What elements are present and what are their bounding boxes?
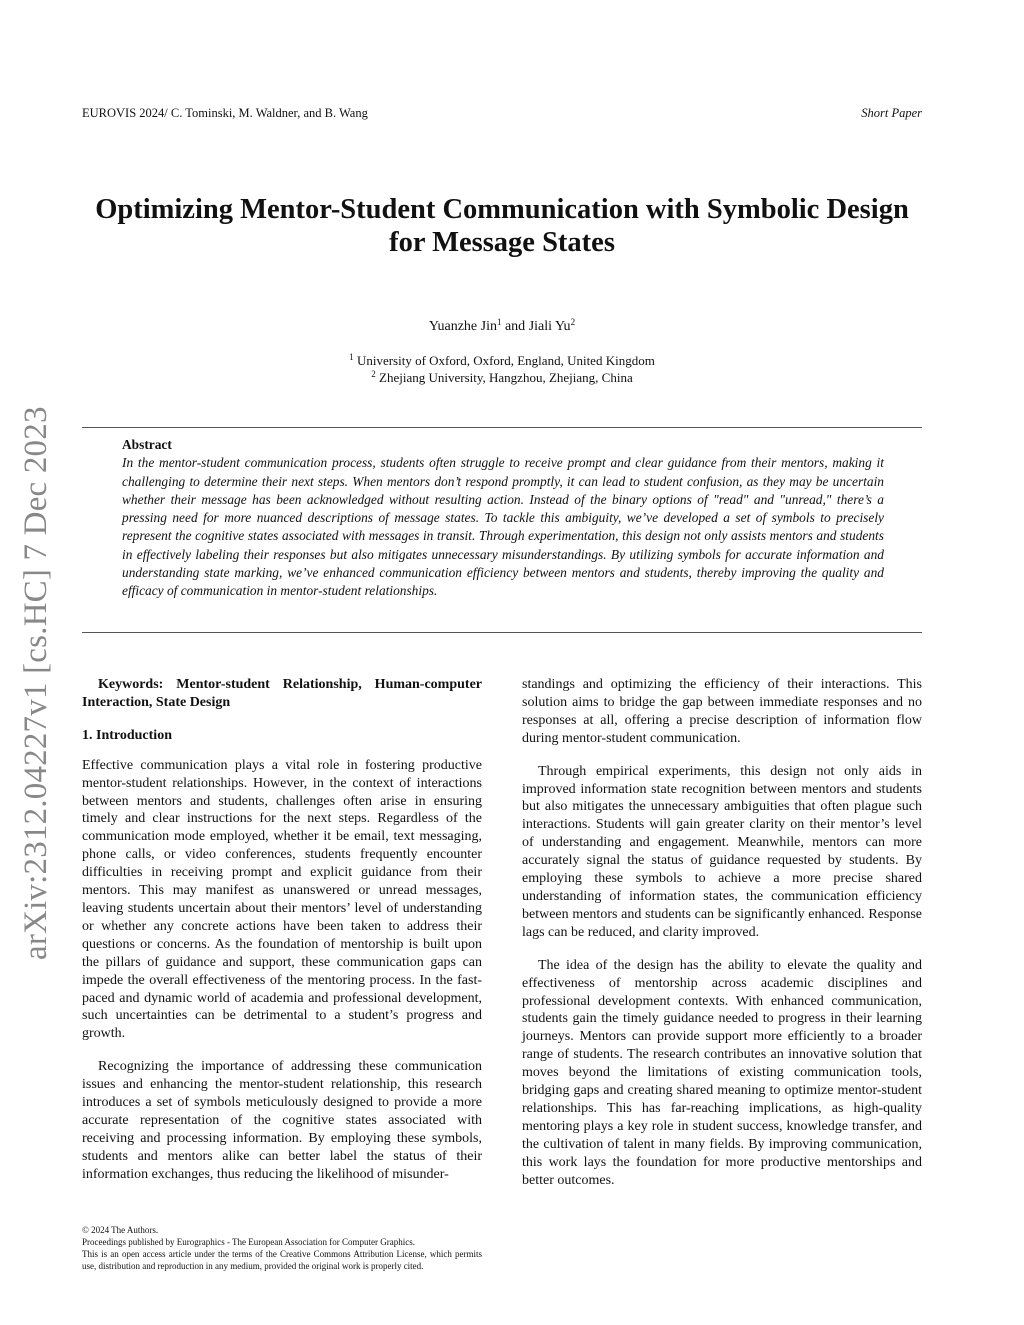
left-column xyxy=(82,676,482,1199)
abstract-block xyxy=(122,436,884,601)
author-name: Jiali Yu xyxy=(528,319,571,334)
right-column xyxy=(522,676,922,1204)
paper-title xyxy=(60,193,944,259)
body-paragraph: The idea of the design has the ability to elevate the quality and effectiveness of mentorship across academic disciplines and professional development contexts. With enhanced communication, students gain the timely guidance needed to progress in their learning journeys. Mentors can provide support more efficiently to a broader range of students. The research contributes an innovative solution that moves beyond the limitations of existing communication tools, bridging gaps and creating shared meaning to optimize mentor-student relationships. This has far-reaching implications, as high-quality mentoring plays a key role in student success, knowledge transfer, and the cultivation of talent in many fields. By improving communication, this work lays the foundation for more productive mentorships and better outcomes. xyxy=(522,957,922,1188)
affiliation-marker: 2 xyxy=(371,369,376,379)
footer-publisher: Proceedings published by Eurographics - The European Association for Computer Graphics. xyxy=(82,1237,416,1247)
author-joiner: and xyxy=(501,319,529,334)
abstract-heading: Abstract xyxy=(122,437,172,452)
running-header-venue: EUROVIS 2024/ C. Tominski, M. Waldner, and B. Wang xyxy=(82,106,368,120)
author-name: Yuanzhe Jin xyxy=(428,319,497,334)
abstract-bottom-rule xyxy=(82,632,922,633)
affiliation-text: Zhejiang University, Hangzhou, Zhejiang, China xyxy=(375,370,633,385)
affiliation-item xyxy=(0,369,1004,386)
arxiv-side-stamp: arXiv:2312.04227v1 [cs.HC] 7 Dec 2023 xyxy=(18,406,54,960)
author-list xyxy=(0,319,1004,335)
section-heading-introduction: 1. Introduction xyxy=(82,727,172,743)
keywords: Keywords: Mentor-student Relationship, Human-computer Interaction, State Design xyxy=(82,677,482,710)
affiliation-marker: 1 xyxy=(349,352,354,362)
body-paragraph: standings and optimizing the efficiency of their interactions. This solution aims to bridge the gap between immediate responses and no responses at all, offering a precise description of information flow during mentor-student communication. xyxy=(522,677,922,746)
running-header-paper-type: Short Paper xyxy=(861,106,922,120)
affiliation-item xyxy=(0,352,1004,369)
body-paragraph: Effective communication plays a vital role in fostering productive mentor-student relationships. However, in the context of interactions between mentors and students, challenges often arise in ensuring timely and clear instructions for the next steps. Regardless of the communication mode employed, whether it be email, text messaging, phone calls, or video conferences, students frequently encounter difficulties in receiving prompt and explicit guidance from their mentors. This may manifest as unanswered or unread messages, leaving students uncertain about their mentors’ level of understanding or whether any concrete actions have been taken to address their questions or concerns. As the foundation of mentorship is built upon the pillars of guidance and support, these communication gaps can impede the overall effectiveness of the mentoring process. In the fast-paced and dynamic world of academia and professional development, such uncertainties can be detrimental to a student’s progress and growth. xyxy=(82,757,482,1042)
author-affiliation-marker: 2 xyxy=(570,317,576,327)
affiliation-list xyxy=(0,352,1004,386)
body-paragraph: Recognizing the importance of addressing these communication issues and enhancing the mentor-student relationship, this research introduces a set of symbols meticulously designed to provide a more accurate representation of the cognitive states associated with receiving and processing information. By employing these symbols, students and mentors alike can better label the status of their information exchanges, thus reducing the likelihood of misunder- xyxy=(82,1059,482,1182)
abstract-text: In the mentor-student communication process, students often struggle to receive prompt and clear guidance from their mentors, making it challenging to determine their next steps. When mentors don’t respond promptly, it can lead to student confusion, as they may be uncertain whether their message has been acknowledged without resulting action. Instead of the binary options of "read" and "unread," there’s a pressing need for more nuanced descriptions of message states. To tackle this ambiguity, we’ve developed a set of symbols to precisely represent the cognitive states associated with messages in transit. Through experimentation, this design not only assists mentors and students in effectively labeling their responses but also mitigates unnecessary misunderstandings. By utilizing symbols for accurate information and understanding state marking, we’ve enhanced communication efficiency between mentors and students, thereby improving the quality and efficacy of communication in mentor-student relationships. xyxy=(122,455,884,599)
abstract-top-rule xyxy=(82,427,922,428)
affiliation-text: University of Oxford, Oxford, England, United Kingdom xyxy=(353,353,655,368)
title-line-1: Optimizing Mentor-Student Communication with Symbolic Design xyxy=(95,194,909,225)
footer-license: This is an open access article under the terms of the Creative Commons Attribution License, which permits use, distribution and reproduction in any medium, provided the original work is properly cited. xyxy=(82,1249,482,1271)
copyright-footer xyxy=(82,1224,482,1272)
author-affiliation-marker: 1 xyxy=(496,317,502,327)
body-paragraph: Through empirical experiments, this design not only aids in improved information state recognition between mentors and students but also mitigates the unnecessary ambiguities that often plague such interactions. Students will gain greater clarity on their mentor’s level of understanding and engagement. Meanwhile, mentors can more accurately signal the status of guidance requested by students. By employing these symbols to achieve a more precise shared understanding of information states, the communication efficiency between mentors and students can be significantly enhanced. Response lags can be reduced, and clarity improved. xyxy=(522,763,922,940)
title-line-2: for Message States xyxy=(389,227,615,258)
footer-copyright: © 2024 The Authors. xyxy=(82,1225,159,1235)
